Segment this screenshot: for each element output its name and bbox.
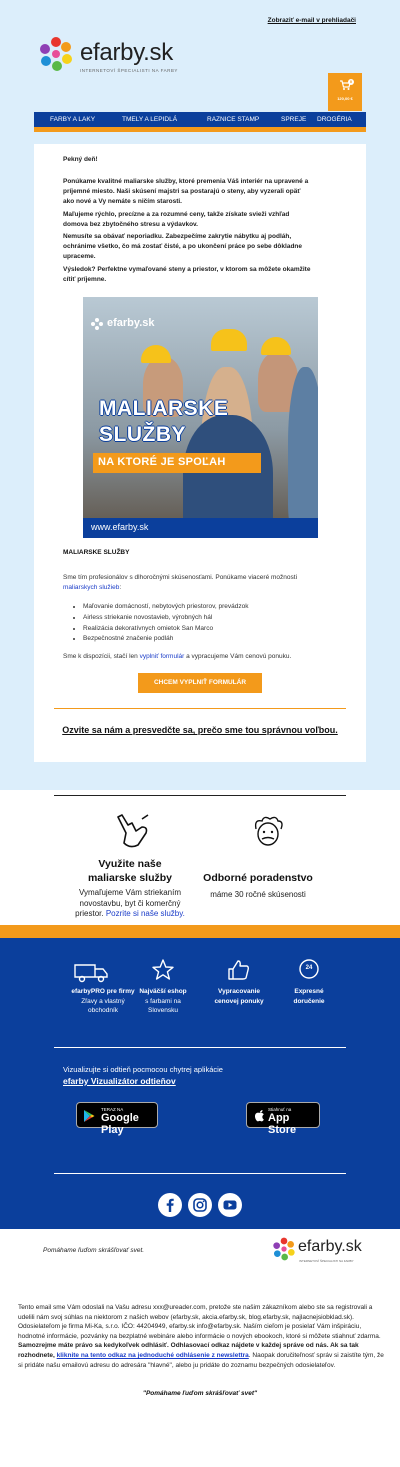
usp-largest-eshop: Najväčší eshop s farbami na Slovensku (139, 988, 187, 1014)
clock-24-icon (298, 958, 320, 980)
painting-services-banner[interactable] (83, 297, 318, 538)
feature-title: maliarske služby (87, 872, 173, 884)
services-heading: MALIARSKE SLUŽBY (63, 549, 130, 556)
usp-express-delivery: Expresné doručenie (293, 988, 325, 1005)
banner-logo-icon (90, 317, 104, 331)
feature-painting-services (60, 857, 200, 920)
worker-figure (288, 367, 318, 537)
divider (54, 708, 346, 709)
unsubscribe-link[interactable]: kliknite na tento odkaz na jednoduché odhlásenie z newslettra (56, 1351, 249, 1359)
main-navigation (34, 112, 366, 132)
logo-color-dots-icon (272, 1237, 296, 1261)
feature-text: máme 30 ročné skúsenosti (210, 890, 306, 899)
legal-text (18, 1303, 384, 1370)
star-icon (152, 959, 174, 981)
view-in-browser-link[interactable]: Zobraziť e-mail v prehliadači (267, 17, 356, 24)
form-link[interactable]: vyplniť formulár (139, 653, 185, 660)
deliverability-info: . Naopak doručiteľnosť správ si zaistíte tým, že si pridáte našu emailovú adresu do adresára "hlavné", alebo ju pridáte do zoznamu bezpečných odosielateľov. (18, 1351, 384, 1369)
feature-title: Využite naše (98, 858, 162, 870)
intro-line: cítiť príjemne. (63, 276, 107, 283)
apple-icon (254, 1109, 265, 1122)
truck-icon (73, 961, 109, 983)
intro-line: upraceme. (63, 253, 96, 260)
cart-price: 120,00 € (337, 96, 353, 101)
logo-color-dots-icon (38, 36, 74, 72)
feature-consulting (198, 871, 318, 901)
intro-line: Ponúkame kvalitné maliarske služby, ktoré premenia Váš interiér na upravené a (63, 178, 309, 185)
thumbs-up-icon (227, 959, 251, 981)
intro-line: Výsledok? Perfektne vymaľované steny a priestor, v ktorom sa môžete okamžite (63, 266, 311, 273)
shaka-hand-icon (112, 813, 152, 851)
app-promo-text: Vizualizujte si odtieň pocmocou chytrej aplikácie (63, 1065, 223, 1074)
intro-line: ako nové a Vy nemáte s ničím starosti. (63, 198, 182, 205)
banner-title-line1: MALIARSKE (99, 397, 229, 420)
google-play-icon (83, 1109, 95, 1123)
divider (54, 1047, 346, 1048)
app-store-label: App Store (268, 1112, 297, 1136)
intro-line: domova bez zbytočného stresu a výdavkov. (63, 221, 198, 228)
cart-count-badge: 0 (349, 79, 353, 84)
banner-url: www.efarby.sk (91, 522, 149, 532)
services-intro-text: Sme tím profesionálov s dlhoročnými skúsenosťami. Ponúkame viaceré možnosti (63, 574, 298, 581)
list-item: • Bezpečnostné značenie podláh (83, 634, 248, 645)
usp-pro: efarbyPRO pre firmy Zľavy a vlastný obchodník (71, 988, 135, 1014)
cart-button[interactable] (328, 73, 362, 111)
app-store-small: Stiahnuť na (268, 1107, 292, 1112)
intro-line: ochránime všetko, čo má zostať čisté, a po ukončení práce po sebe dôkladne (63, 243, 302, 250)
divider (54, 795, 346, 796)
visualizer-app-link[interactable]: efarby Vizualizátor odtieňov (63, 1076, 176, 1086)
feature-text-last: priestor. Pozrite si naše služby. (75, 909, 185, 918)
clock-24-label: 24 (305, 965, 313, 971)
app-store-button[interactable] (246, 1102, 320, 1136)
services-link[interactable]: Pozrite si naše služby. (105, 909, 185, 918)
logo-tagline: INTERNETOVÍ ŠPECIALISTI NA FARBY (80, 68, 178, 73)
why-us-link[interactable]: Ozvite sa nám a presvedčte sa, prečo sme tou správnou voľbou. (62, 725, 338, 735)
feature-title: Odborné poradenstvo (203, 872, 313, 884)
banner-subtitle-stripe (93, 453, 261, 473)
usp-price-quote: Vypracovanie cenovej ponuky (214, 988, 264, 1005)
logo-wordmark: efarby.sk (80, 39, 173, 66)
google-play-label: Google Play (101, 1112, 139, 1136)
instagram-icon (188, 1193, 212, 1217)
banner-brand: efarby.sk (107, 317, 155, 329)
einstein-icon (250, 815, 286, 851)
services-intro-line2: maliarskych služieb: (63, 584, 122, 591)
list-item: • Maľovanie domácností, nebytových priestorov, prevádzok (83, 602, 248, 613)
facebook-button[interactable] (158, 1193, 182, 1217)
usp-section (0, 938, 400, 1229)
google-play-button[interactable] (76, 1102, 158, 1136)
feature-text: Vymaľujeme Vám striekaním (78, 888, 182, 897)
closing-motto: "Pomáhame ľuďom skrášľovať svet" (142, 1390, 258, 1397)
nav-item-tmely-a-lepidla[interactable]: TMELY A LEPIDLÁ (122, 116, 178, 123)
footer-logo-tagline: INTERNETOVÍ ŠPECIALISTI NA FARBY (299, 1259, 354, 1263)
divider (54, 1173, 346, 1174)
banner-subtitle: NA KTORÉ JE SPOĽAH (98, 456, 226, 468)
services-list (83, 602, 248, 645)
form-invite-text: Sme k dispozícii, stačí len vyplniť formulár a vypracujeme Vám cenovú ponuku. (63, 653, 292, 660)
banner-url-bar (83, 518, 318, 538)
footer-logo[interactable] (272, 1237, 362, 1265)
nav-item-drogeria[interactable]: DROGÉRIA (317, 116, 352, 123)
nav-item-spreje[interactable]: SPREJE (281, 116, 307, 123)
instagram-button[interactable] (188, 1193, 212, 1217)
google-play-small: TERAZ NA (101, 1107, 124, 1112)
unsubscribe-info: Samozrejme máte právo sa kedykoľvek odhlásiť. Odhlasovací odkaz nájdete v každej správe od nás. Ak sa tak rozhodnete, (18, 1342, 359, 1359)
nav-item-raznice-stamp[interactable]: RAZNICE STAMP (207, 116, 260, 123)
youtube-icon (218, 1193, 242, 1217)
banner-title-line2: SLUŽBY (99, 423, 186, 446)
intro-line: Nemusíte sa obávať neporiadku. Zabezpečíme zakrytie nábytku aj podláh, (63, 233, 292, 240)
legal-paragraph: Tento email sme Vám odoslali na Vašu adresu xxx@ureader.com, pretože ste našim zákazníkom alebo ste sa registrovali a udelili nám svoj súhlas na niektorom z našich webov (efarby.sk, akcia.efarby.sk, blog.efarby.sk, najlacnejsiobklad.sk). Odosielateľom je firma Mi-Ka, s.r.o. IČO: 44204949, efarby.sk info@efarby.sk. Naším cieľom je posielať Vám inšpiráciu, hodnotné informácie, pozvánky na bezplatné webináre alebo informácie o nových ebookoch, ktoré si môžete stiahnuť zdarma. (18, 1304, 381, 1340)
list-item: • Realizácia dekoratívnych omietok San Marco (83, 624, 248, 635)
greeting: Pekný deň! (63, 156, 98, 163)
orange-divider-band (0, 925, 400, 938)
fill-form-button[interactable]: CHCEM VYPLNIŤ FORMULÁR (138, 673, 262, 693)
footer-motto: Pomáhame ľuďom skrášľovať svet. (43, 1247, 145, 1254)
feature-text: novostavbu, byt či komerčný (79, 898, 181, 908)
intro-line: Maľujeme rýchlo, precízne a za rozumné ceny, takže získate svieži vzhľad (63, 211, 290, 218)
hard-hat-icon (211, 329, 247, 351)
list-item: • Airless striekanie novostavieb, výrobných hál (83, 613, 248, 624)
nav-item-farby-a-laky[interactable]: FARBY A LAKY (50, 116, 96, 123)
youtube-button[interactable] (218, 1193, 242, 1217)
intro-line: príjemné miesto. Naši skúsení majstri sa postarajú o steny, aby vyzerali opäť (63, 188, 301, 195)
facebook-icon (158, 1193, 182, 1217)
footer-logo-wordmark: efarby.sk (298, 1238, 362, 1255)
painting-services-link[interactable]: maliarskych služieb (63, 584, 120, 591)
